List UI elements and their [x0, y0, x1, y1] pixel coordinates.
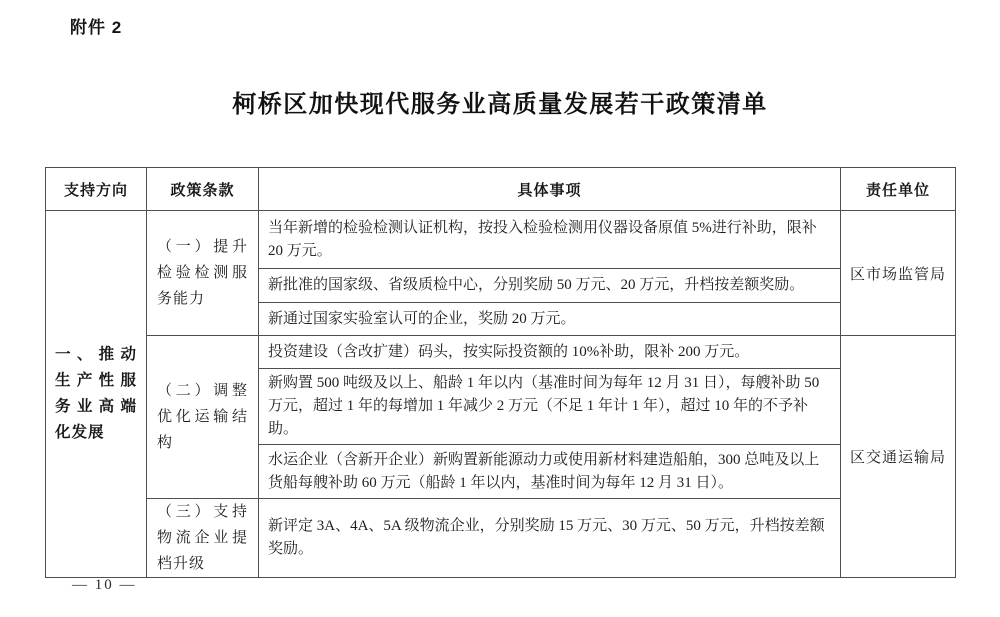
policy-table	[45, 167, 956, 578]
cell-item-2: 新批准的国家级、省级质检中心，分别奖励 50 万元、20 万元，升档按差额奖励。	[259, 269, 841, 303]
attachment-label: 附件 2	[70, 18, 123, 37]
cell-item-5: 新购置 500 吨级及以上、船龄 1 年以内（基准时间为每年 12 月 31 日），每艘补助 50 万元，超过 1 年的每增加 1 年减少 2 万元（不足 1 年计 1 年），超过 10 年的不予补助。	[259, 369, 841, 445]
cell-support-direction: 一、推动生产性服务业高端化发展	[46, 211, 147, 578]
table-row	[46, 336, 956, 369]
page-number: — 10 —	[72, 577, 137, 593]
table-row	[46, 211, 956, 269]
cell-item-3: 新通过国家实验室认可的企业，奖励 20 万元。	[259, 303, 841, 336]
cell-item-1: 当年新增的检验检测认证机构，按投入检验检测用仪器设备原值 5%进行补助，限补 20 万元。	[259, 211, 841, 269]
header-policy-clause: 政策条款	[147, 168, 259, 211]
cell-responsible-unit-2: 区交通运输局	[841, 336, 956, 578]
cell-item-7: 新评定 3A、4A、5A 级物流企业，分别奖励 15 万元、30 万元、50 万元，升档按差额奖励。	[259, 499, 841, 578]
table-row	[46, 499, 956, 578]
cell-item-4: 投资建设（含改扩建）码头，按实际投资额的 10%补助，限补 200 万元。	[259, 336, 841, 369]
header-specific-items: 具体事项	[259, 168, 841, 211]
cell-policy-clause-3: （三）支持物流企业提档升级	[147, 499, 259, 578]
document-title: 柯桥区加快现代服务业高质量发展若干政策清单	[232, 91, 768, 118]
header-support-direction: 支持方向	[46, 168, 147, 211]
table-header-row	[46, 168, 956, 211]
cell-responsible-unit-1: 区市场监管局	[841, 211, 956, 336]
cell-policy-clause-1: （一）提升检验检测服务能力	[147, 211, 259, 336]
cell-item-6: 水运企业（含新开企业）新购置新能源动力或使用新材料建造船舶，300 总吨及以上货船每艘补助 60 万元（船龄 1 年以内，基准时间为每年 12 月 31 日）。	[259, 445, 841, 499]
header-responsible-unit: 责任单位	[841, 168, 956, 211]
cell-policy-clause-2: （二）调整优化运输结构	[147, 336, 259, 499]
